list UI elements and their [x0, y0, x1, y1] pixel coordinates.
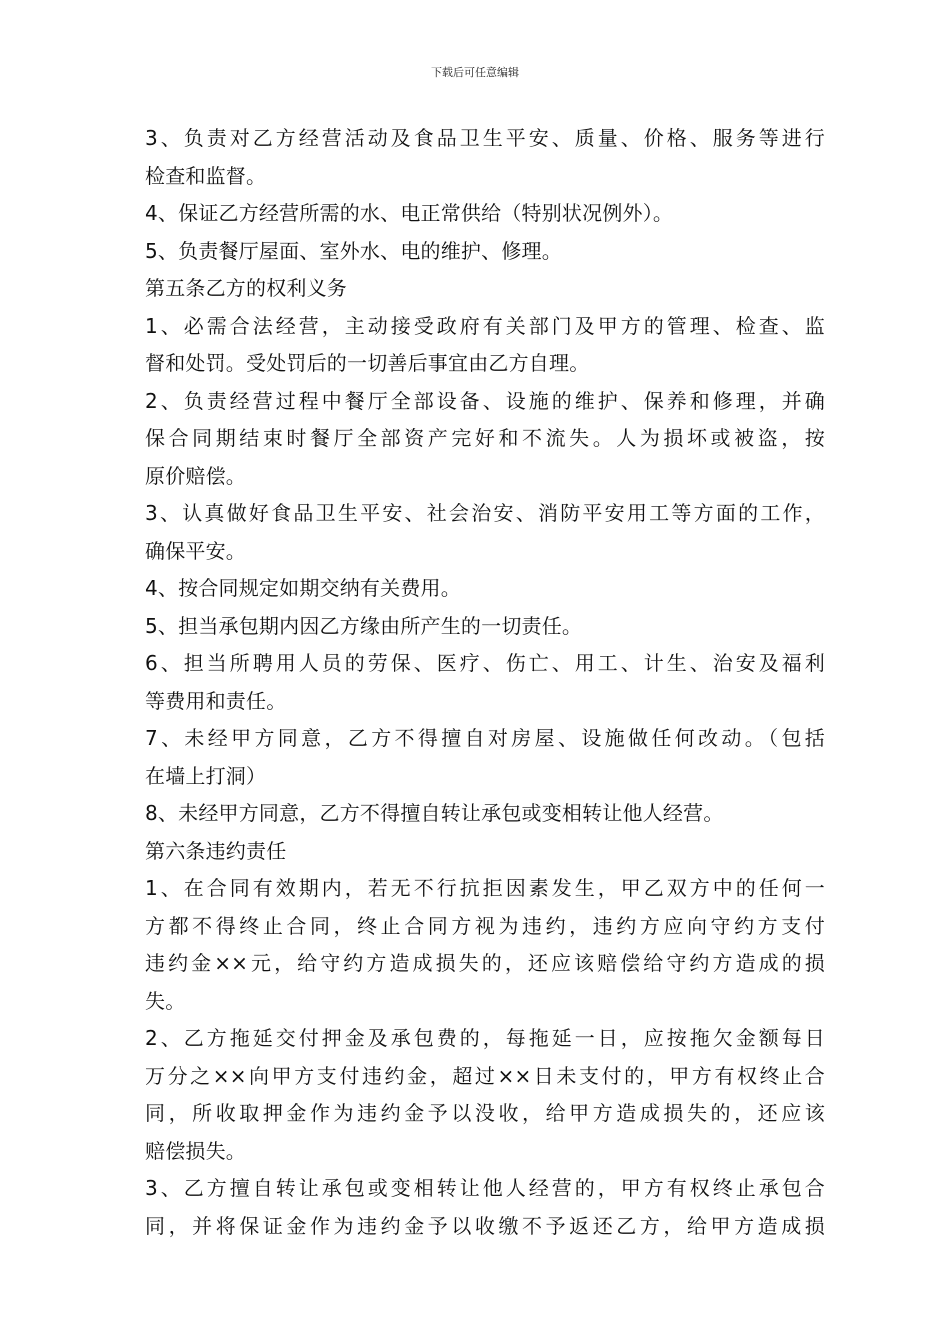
text-line: 2、负责经营过程中餐厅全部设备、设施的维护、保养和修理，并确	[145, 388, 825, 413]
text-line: 第五条乙方的权利义务	[145, 276, 347, 300]
text-line: 1、在合同有效期内，若无不行抗拒因素发生，甲乙双方中的任何一	[145, 876, 825, 900]
text-line: 等费用和责任。	[145, 688, 287, 713]
text-line: 3、负责对乙方经营活动及食品卫生平安、质量、价格、服务等进行	[145, 126, 825, 150]
document-body	[145, 120, 825, 1245]
text-line: 7、未经甲方同意，乙方不得擅自对房屋、设施做任何改动。（包括	[145, 726, 825, 750]
text-line: 检查和监督。	[145, 163, 267, 188]
text-line: 5、担当承包期内因乙方缘由所产生的一切责任。	[145, 613, 583, 638]
page-header: 下载后可任意编辑	[431, 66, 519, 79]
text-line: 4、按合同规定如期交纳有关费用。	[145, 576, 461, 600]
text-line: 1、必需合法经营，主动接受政府有关部门及甲方的管理、检查、监	[145, 313, 825, 338]
text-line: 万分之××向甲方支付违约金，超过××日未支付的，甲方有权终止合	[145, 1063, 825, 1088]
text-line: 督和处罚。受处罚后的一切善后事宜由乙方自理。	[145, 351, 590, 375]
text-line: 第六条违约责任	[145, 838, 287, 863]
text-line: 4、保证乙方经营所需的水、电正常供给（特别状况例外）。	[145, 201, 674, 225]
text-line: 失。	[145, 988, 186, 1013]
text-line: 同，并将保证金作为违约金予以收缴不予返还乙方，给甲方造成损	[145, 1213, 825, 1238]
text-line: 确保平安。	[145, 538, 246, 563]
text-line: 赔偿损失。	[145, 1138, 246, 1163]
text-line: 方都不得终止合同，终止合同方视为违约，违约方应向守约方支付	[145, 913, 825, 938]
text-line: 违约金××元，给守约方造成损失的，还应该赔偿给守约方造成的损	[145, 951, 825, 975]
text-line: 原价赔偿。	[145, 463, 246, 488]
text-line: 3、认真做好食品卫生平安、社会治安、消防平安用工等方面的工作，	[145, 501, 825, 525]
text-line: 2、乙方拖延交付押金及承包费的，每拖延一日，应按拖欠金额每日	[145, 1026, 825, 1050]
text-line: 8、未经甲方同意，乙方不得擅自转让承包或变相转让他人经营。	[145, 801, 724, 825]
text-line: 保合同期结束时餐厅全部资产完好和不流失。人为损坏或被盗，按	[145, 426, 825, 450]
text-line: 在墙上打洞）	[145, 763, 267, 788]
text-line: 5、负责餐厅屋面、室外水、电的维护、修理。	[145, 238, 562, 263]
text-line: 6、担当所聘用人员的劳保、医疗、伤亡、用工、计生、治安及福利	[145, 651, 825, 675]
text-line: 3、乙方擅自转让承包或变相转让他人经营的，甲方有权终止承包合	[145, 1176, 825, 1200]
text-line: 同，所收取押金作为违约金予以没收，给甲方造成损失的，还应该	[145, 1101, 825, 1125]
